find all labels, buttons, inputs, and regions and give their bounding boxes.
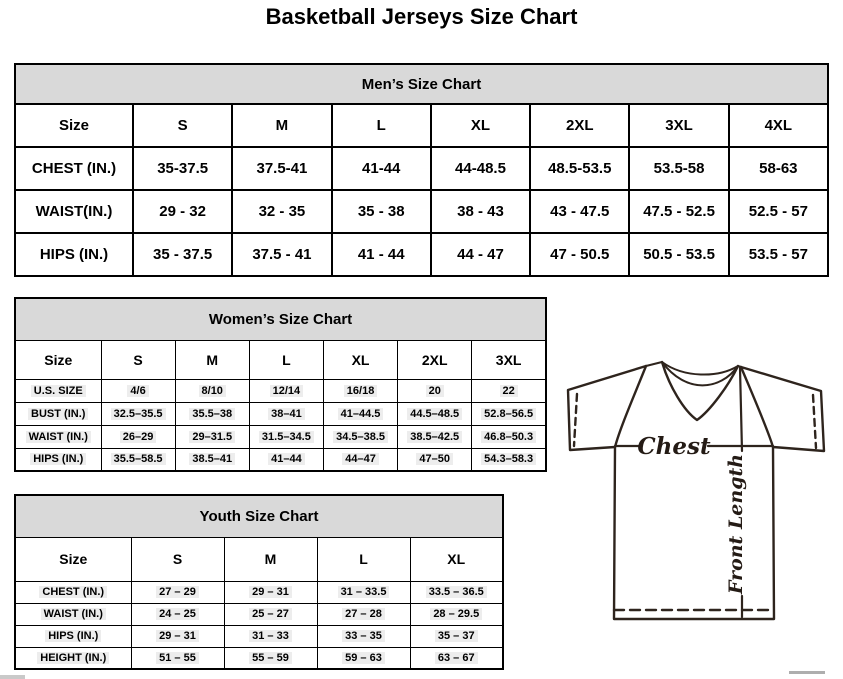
womens-column-header: XL [323,340,397,379]
youth-value-cell [131,647,224,669]
mens-value-text: 50.5 - 53.5 [643,246,715,263]
chest-label: Chest [637,433,711,460]
womens-column-header: 3XL [472,340,546,379]
youth-value-text: 29 – 31 [156,630,199,642]
mens-value-text: 58-63 [759,160,798,177]
womens-value-text: 35.5–58.5 [111,453,166,465]
youth-table-row [15,647,503,669]
mens-table-title: Men’s Size Chart [15,64,828,104]
womens-value-text: 46.8–50.3 [481,431,536,443]
womens-value-text: 26–29 [120,431,157,443]
youth-table-row [15,603,503,625]
womens-value-cell [323,448,397,471]
youth-value-cell [317,647,410,669]
womens-value-cell [249,448,323,471]
womens-value-cell [472,379,546,402]
youth-column-header: M [224,537,317,581]
mens-value-text: 38 - 43 [457,203,504,220]
mens-value-cell [332,233,431,276]
front-length-label: Front Length [725,453,747,595]
youth-value-cell [317,603,410,625]
womens-value-cell [398,425,472,448]
mens-value-text: 37.5-41 [256,160,308,177]
womens-value-cell [323,425,397,448]
womens-value-cell [101,425,175,448]
mens-table-row [15,190,828,233]
youth-size-chart-table [14,494,504,670]
youth-value-text: 59 – 63 [342,652,385,664]
youth-row-label [15,581,131,603]
mens-row-label-text: WAIST(IN.) [35,203,113,220]
jersey-diagram-svg [558,358,840,630]
youth-value-cell [317,581,410,603]
mens-value-cell [431,233,530,276]
womens-value-cell [175,425,249,448]
mens-value-text: 35-37.5 [157,160,209,177]
left-sleeve-hem-dashed-line [574,394,577,446]
youth-value-text: 28 – 29.5 [430,608,482,620]
womens-value-text: 38.5–42.5 [407,431,462,443]
page-title: Basketball Jerseys Size Chart [265,4,578,29]
mens-value-cell [530,190,629,233]
mens-row-label [15,147,133,190]
youth-value-text: 35 – 37 [435,630,478,642]
youth-value-text: 24 – 25 [156,608,199,620]
mens-value-text: 48.5-53.5 [548,160,612,177]
womens-row-label-text: HIPS (IN.) [30,453,86,465]
youth-value-cell [131,603,224,625]
womens-size-chart-table [14,297,547,472]
mens-value-text: 47 - 50.5 [550,246,610,263]
mens-column-header: 3XL [629,104,728,147]
womens-value-cell [101,379,175,402]
mens-value-cell [431,190,530,233]
mens-value-cell [133,147,232,190]
mens-value-cell [530,233,629,276]
womens-value-text: 16/18 [344,385,378,397]
mens-row-label [15,190,133,233]
youth-value-cell [410,625,503,647]
right-armhole-seam [741,367,773,447]
womens-row-label [15,379,101,402]
womens-column-header: L [249,340,323,379]
mens-size-chart-table [14,63,829,277]
mens-value-text: 41 - 44 [357,246,405,263]
womens-value-cell [175,448,249,471]
mens-value-text: 32 - 35 [258,203,306,220]
mens-value-cell [133,233,232,276]
youth-row-label [15,625,131,647]
mens-value-text: 35 - 38 [357,203,405,220]
youth-row-label-text: CHEST (IN.) [39,586,107,598]
womens-value-cell [249,425,323,448]
womens-value-text: 44–47 [342,453,379,465]
womens-value-text: 54.3–58.3 [481,453,536,465]
womens-row-label-text: BUST (IN.) [28,408,88,420]
youth-value-text: 33.5 – 36.5 [426,586,487,598]
womens-column-header: 2XL [398,340,472,379]
youth-value-text: 25 – 27 [249,608,292,620]
womens-value-text: 41–44 [268,453,305,465]
womens-value-text: 38.5–41 [189,453,235,465]
youth-value-text: 31 – 33.5 [338,586,390,598]
womens-value-text: 29–31.5 [189,431,235,443]
scrollbar-fragment-left [0,675,25,679]
youth-row-label-text: HEIGHT (IN.) [37,652,109,664]
mens-value-cell [232,147,331,190]
womens-table-row [15,425,546,448]
youth-value-cell [224,625,317,647]
mens-value-cell [332,147,431,190]
youth-row-label [15,603,131,625]
youth-size-header: Size [15,537,131,581]
youth-table-row [15,581,503,603]
mens-value-text: 53.5 - 57 [748,246,808,263]
womens-value-cell [101,402,175,425]
womens-value-cell [398,402,472,425]
mens-value-cell [629,147,728,190]
jersey-body-outline [614,447,774,619]
mens-value-cell [530,147,629,190]
front-length-line-top-segment [740,368,742,451]
youth-value-cell [410,603,503,625]
collar-top-edge [646,362,741,375]
womens-value-text: 8/10 [199,385,226,397]
mens-value-text: 53.5-58 [653,160,705,177]
youth-value-text: 27 – 28 [342,608,385,620]
mens-value-cell [629,190,728,233]
womens-value-text: 20 [426,385,444,397]
womens-row-label-text: WAIST (IN.) [26,431,91,443]
womens-value-cell [323,379,397,402]
womens-value-cell [398,448,472,471]
mens-value-cell [431,147,530,190]
womens-value-cell [398,379,472,402]
mens-value-cell [332,190,431,233]
womens-value-text: 22 [500,385,518,397]
womens-column-header: M [175,340,249,379]
youth-value-text: 63 – 67 [435,652,478,664]
youth-value-cell [224,647,317,669]
mens-value-text: 52.5 - 57 [748,203,808,220]
youth-value-cell [131,581,224,603]
womens-value-text: 4/6 [127,385,148,397]
womens-value-text: 31.5–34.5 [259,431,314,443]
womens-value-text: 41–44.5 [338,408,384,420]
jersey-measurement-diagram [558,358,840,630]
mens-column-header: 4XL [729,104,828,147]
mens-value-cell [232,233,331,276]
youth-value-cell [410,581,503,603]
womens-value-text: 52.8–56.5 [481,408,536,420]
mens-value-cell [232,190,331,233]
womens-value-text: 47–50 [416,453,453,465]
mens-value-text: 29 - 32 [159,203,206,220]
youth-value-text: 29 – 31 [249,586,292,598]
mens-value-cell [133,190,232,233]
womens-row-label [15,425,101,448]
womens-row-label [15,402,101,425]
mens-column-header: XL [431,104,530,147]
womens-value-cell [323,402,397,425]
mens-value-text: 37.5 - 41 [252,246,312,263]
mens-column-header: L [332,104,431,147]
womens-table-row [15,448,546,471]
womens-table-row [15,379,546,402]
womens-value-text: 35.5–38 [189,408,235,420]
mens-size-header: Size [15,104,133,147]
mens-row-label-text: HIPS (IN.) [39,246,109,263]
womens-size-header: Size [15,340,101,379]
left-sleeve-outline [568,366,646,450]
right-sleeve-hem-dashed-line [813,395,816,448]
mens-value-cell [629,233,728,276]
youth-row-label [15,647,131,669]
mens-value-text: 47.5 - 52.5 [643,203,715,220]
womens-value-cell [175,379,249,402]
womens-value-text: 12/14 [270,385,304,397]
womens-value-text: 38–41 [268,408,305,420]
womens-value-cell [472,448,546,471]
mens-row-label [15,233,133,276]
youth-table-title: Youth Size Chart [15,495,503,537]
mens-value-text: 44-48.5 [455,160,506,177]
womens-value-cell [249,402,323,425]
youth-row-label-text: HIPS (IN.) [45,630,101,642]
mens-value-cell [729,147,828,190]
mens-column-header: 2XL [530,104,629,147]
mens-value-text: 41-44 [362,160,401,177]
youth-column-header: L [317,537,410,581]
womens-table-row [15,402,546,425]
womens-column-header: S [101,340,175,379]
womens-value-cell [472,425,546,448]
womens-value-text: 32.5–35.5 [111,408,166,420]
youth-value-text: 55 – 59 [249,652,292,664]
mens-table-row [15,233,828,276]
mens-value-text: 43 - 47.5 [550,203,610,220]
mens-value-cell [729,190,828,233]
mens-column-header: S [133,104,232,147]
youth-table-row [15,625,503,647]
youth-row-label-text: WAIST (IN.) [41,608,106,620]
youth-value-cell [224,603,317,625]
womens-row-label-text: U.S. SIZE [31,385,86,397]
mens-table-row [15,147,828,190]
youth-value-text: 51 – 55 [156,652,199,664]
mens-value-cell [729,233,828,276]
womens-value-cell [101,448,175,471]
youth-value-cell [317,625,410,647]
womens-value-cell [175,402,249,425]
mens-column-header: M [232,104,331,147]
womens-table-title: Women’s Size Chart [15,298,546,340]
womens-value-text: 34.5–38.5 [333,431,388,443]
youth-value-cell [224,581,317,603]
youth-value-text: 33 – 35 [342,630,385,642]
youth-value-cell [410,647,503,669]
youth-value-text: 31 – 33 [249,630,292,642]
youth-column-header: S [131,537,224,581]
mens-row-label-text: CHEST (IN.) [31,160,117,177]
womens-value-cell [249,379,323,402]
womens-value-text: 44.5–48.5 [407,408,462,420]
youth-value-cell [131,625,224,647]
youth-column-header: XL [410,537,503,581]
mens-value-text: 35 - 37.5 [153,246,213,263]
womens-value-cell [472,402,546,425]
scrollbar-fragment-right [789,671,825,674]
mens-value-text: 44 - 47 [457,246,504,263]
youth-value-text: 27 – 29 [156,586,199,598]
womens-row-label [15,448,101,471]
right-sleeve-outline [741,367,824,451]
